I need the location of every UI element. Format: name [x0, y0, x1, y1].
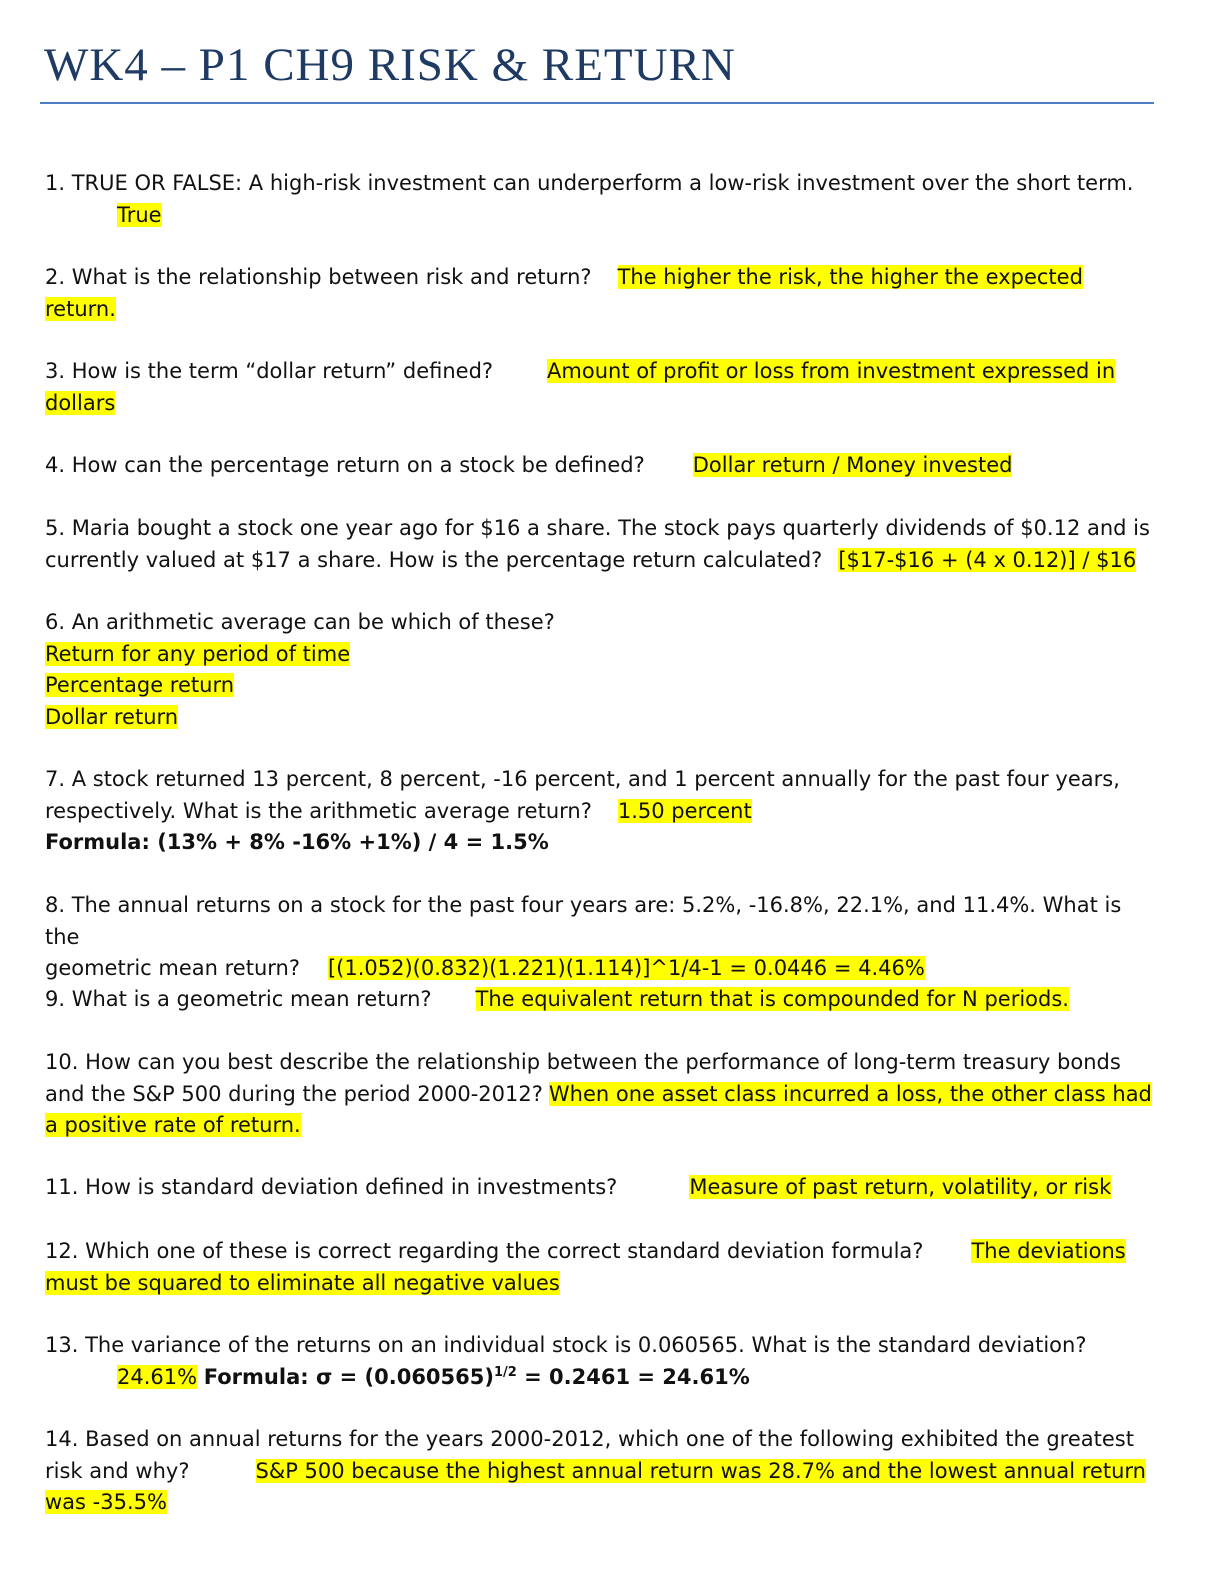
answer-highlight: dollars: [45, 390, 116, 415]
answer-option: Percentage return: [45, 673, 235, 697]
answer-highlight: [$17-$16 + (4 x 0.12)] / $16: [838, 547, 1137, 572]
question-text: 13. The variance of the returns on an individual stock is 0.060565. What is the standard deviation?: [45, 1333, 1087, 1357]
formula-text: Formula: (13% + 8% -16% +1%) / 4 = 1.5%: [45, 830, 549, 854]
question-6: [45, 607, 1157, 733]
answer-highlight: a positive rate of return.: [45, 1113, 301, 1137]
answer-highlight: 24.61%: [117, 1364, 198, 1389]
question-10: [45, 1047, 1157, 1142]
question-text: 8. The annual returns on a stock for the past four years are: 5.2%, -16.8%, 22.1%, and 11.4%. What is the: [45, 893, 1122, 949]
question-text: and the S&P 500 during the period 2000-2012?: [45, 1081, 543, 1106]
question-text: currently valued at $17 a share. How is the percentage return calculated?: [45, 547, 823, 572]
question-text: respectively. What is the arithmetic average return?: [45, 798, 592, 823]
answer-highlight: return.: [45, 296, 116, 321]
answer-highlight: [(1.052)(0.832)(1.221)(1.114)]^1/4-1 = 0.0446 = 4.46%: [327, 956, 925, 980]
question-text: 3. How is the term “dollar return” defined?: [45, 359, 494, 383]
answer-highlight: The equivalent return that is compounded for N periods.: [475, 987, 1069, 1011]
question-11: [45, 1172, 1157, 1204]
question-text: 5. Maria bought a stock one year ago for $16 a share. The stock pays quarterly dividends of $0.12 and is: [45, 516, 1150, 540]
question-1: [45, 168, 1157, 231]
answer-highlight: Amount of profit or loss from investment expressed in: [547, 359, 1116, 383]
question-9: [45, 984, 1157, 1016]
question-3: [45, 356, 1157, 419]
question-text: 11. How is standard deviation defined in investments?: [45, 1175, 618, 1199]
answer-highlight: When one asset class incurred a loss, the other class had: [548, 1081, 1152, 1106]
question-text: 10. How can you best describe the relationship between the performance of long-term treasury bonds: [45, 1050, 1121, 1074]
answer-highlight: Measure of past return, volatility, or risk: [689, 1175, 1112, 1199]
question-text: 12. Which one of these is correct regarding the correct standard deviation formula?: [45, 1239, 924, 1263]
question-12: [45, 1236, 1157, 1299]
question-text: 2. What is the relationship between risk and return?: [45, 265, 592, 289]
answer-highlight: True: [117, 202, 162, 227]
question-8: [45, 890, 1157, 985]
question-text: 9. What is a geometric mean return?: [45, 987, 432, 1011]
question-text: 7. A stock returned 13 percent, 8 percent, -16 percent, and 1 percent annually for the past four years,: [45, 767, 1120, 791]
question-text: 1. TRUE OR FALSE: A high-risk investment can underperform a low-risk investment over the short term.: [45, 171, 1134, 195]
answer-option: Return for any period of time: [45, 641, 351, 666]
question-13: [45, 1330, 1157, 1393]
question-text: 4. How can the percentage return on a stock be defined?: [45, 453, 645, 477]
question-4: [45, 450, 1157, 482]
question-text: 14. Based on annual returns for the years 2000-2012, which one of the following exhibited the greatest: [45, 1427, 1134, 1451]
answer-highlight: 1.50 percent: [617, 798, 752, 823]
answer-highlight: must be squared to eliminate all negative values: [45, 1270, 560, 1295]
answer-option: Dollar return: [45, 704, 179, 729]
question-text: geometric mean return?: [45, 956, 300, 980]
answer-highlight: The deviations: [971, 1239, 1126, 1263]
answer-highlight: was -35.5%: [45, 1490, 167, 1514]
question-text: 6. An arithmetic average can be which of these?: [45, 610, 555, 634]
question-text: risk and why?: [45, 1458, 190, 1483]
answer-highlight: Dollar return / Money invested: [692, 453, 1013, 477]
answer-highlight: The higher the risk, the higher the expected: [617, 265, 1083, 289]
question-5: [45, 513, 1157, 576]
title-divider: [40, 102, 1154, 104]
question-2: [45, 262, 1157, 325]
answer-highlight: S&P 500 because the highest annual return was 28.7% and the lowest annual return: [255, 1458, 1146, 1483]
question-14: [45, 1424, 1157, 1519]
page-title: WK4 – P1 CH9 RISK & RETURN: [44, 39, 736, 91]
formula-exponent: 1/2: [493, 1364, 517, 1380]
formula-text: Formula: $\sigma = (0.060565)^{1/2} = 0.2461 = 24.61\%$: [203, 1364, 750, 1389]
question-7: [45, 764, 1157, 859]
